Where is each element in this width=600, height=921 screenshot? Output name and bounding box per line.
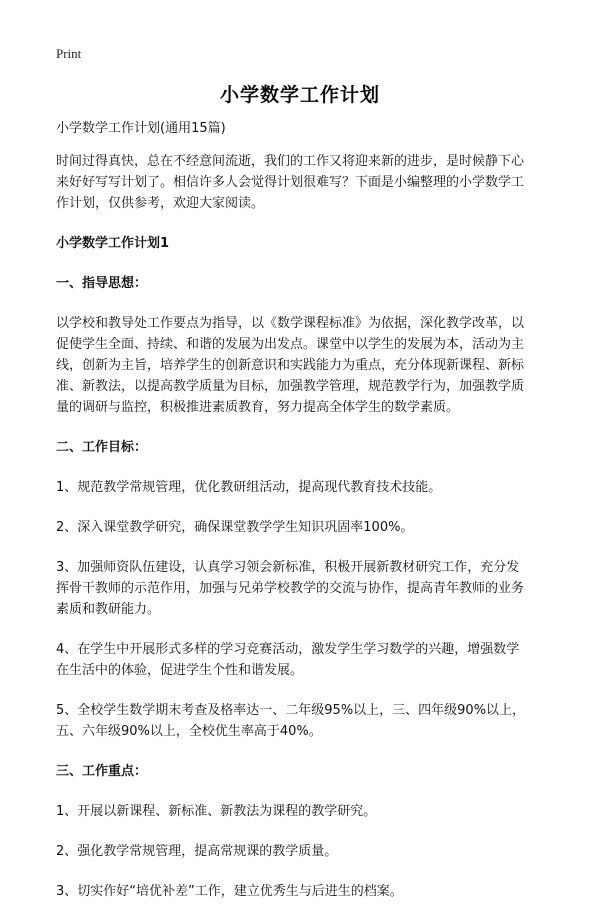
goal-item xyxy=(56,517,552,538)
intro-paragraph xyxy=(56,151,552,214)
print-label: Print xyxy=(56,46,82,61)
document-subtitle: 小学数学工作计划(通用15篇) xyxy=(56,121,226,136)
goal-line: 在生活中的体验，促进学生个性和谐发展。 xyxy=(56,663,304,678)
section-heading-text: 三、工作重点： xyxy=(56,764,148,779)
paragraph-line: 线，创新为主旨，培养学生的创新意识和实践能力为重点，充分体现新课程、新标 xyxy=(56,358,525,373)
goal-item xyxy=(56,557,552,620)
goal-item xyxy=(56,639,552,681)
focus-line: 3、切实作好“培优补差”工作，建立优秀生与后进生的档案。 xyxy=(56,884,403,899)
goal-line: 挥骨干教师的示范作用，加强与兄弟学校教学的交流与协作，提高青年教师的业务 xyxy=(56,581,525,596)
focus-item xyxy=(56,841,552,862)
paragraph-line: 量的调研与监控，积极推进素质教育，努力提高全体学生的数学素质。 xyxy=(56,400,460,415)
paragraph-line: 以学校和教导处工作要点为指导，以《数学课程标准》为依据，深化教学改革，以 xyxy=(56,316,525,331)
goal-line: 4、在学生中开展形式多样的学习竞赛活动，激发学生学习数学的兴趣，增强数学 xyxy=(56,642,520,657)
section-heading-text: 一、指导思想： xyxy=(56,276,148,291)
goal-line: 2、深入课堂教学研究，确保课堂教学学生知识巩固率100%。 xyxy=(56,520,414,535)
goal-line: 五、六年级90%以上，全校优生率高于40%。 xyxy=(56,724,322,739)
focus-line: 1、开展以新课程、新标准、新教法为课程的教学研究。 xyxy=(56,804,377,819)
intro-line: 作计划，仅供参考，欢迎大家阅读。 xyxy=(56,196,265,211)
intro-line: 时间过得真快，总在不经意间流逝，我们的工作又将迎来新的进步，是时候静下心 xyxy=(56,154,525,169)
page-title: 小学数学工作计划 xyxy=(219,84,380,106)
focus-line: 2、强化教学常规管理，提高常规课的教学质量。 xyxy=(56,844,338,859)
plan-heading xyxy=(56,233,552,254)
focus-item xyxy=(56,801,552,822)
goal-line: 3、加强师资队伍建设，认真学习领会新标准，积极开展新教材研究工作，充分发 xyxy=(56,560,520,575)
section-heading-work-goals xyxy=(56,437,552,458)
paragraph-line: 促使学生全面、持续、和谐的发展为出发点。课堂中以学生的发展为本，活动为主 xyxy=(56,337,525,352)
section-heading-guiding-ideology xyxy=(56,273,552,294)
section-heading-text: 二、工作目标： xyxy=(56,440,148,455)
intro-line: 来好好写写计划了。相信许多人会觉得计划很难写？下面是小编整理的小学数学工 xyxy=(56,175,525,190)
goal-item xyxy=(56,477,552,498)
goal-item xyxy=(56,700,552,742)
focus-item xyxy=(56,881,552,902)
goal-line: 5、全校学生数学期末考查及格率达一、二年级95%以上，三、四年级90%以上， xyxy=(56,703,526,718)
goal-line: 素质和教研能力。 xyxy=(56,602,161,617)
goal-line: 1、规范教学常规管理，优化教研组活动，提高现代教育技术技能。 xyxy=(56,480,442,495)
plan-heading-text: 小学数学工作计划1 xyxy=(56,236,170,251)
paragraph-line: 准、新教法，以提高教学质量为目标，加强教学管理，规范教学行为，加强教学质 xyxy=(56,379,525,394)
section-heading-work-focus xyxy=(56,761,552,782)
guiding-ideology-paragraph xyxy=(56,313,552,418)
document-body xyxy=(56,118,552,921)
